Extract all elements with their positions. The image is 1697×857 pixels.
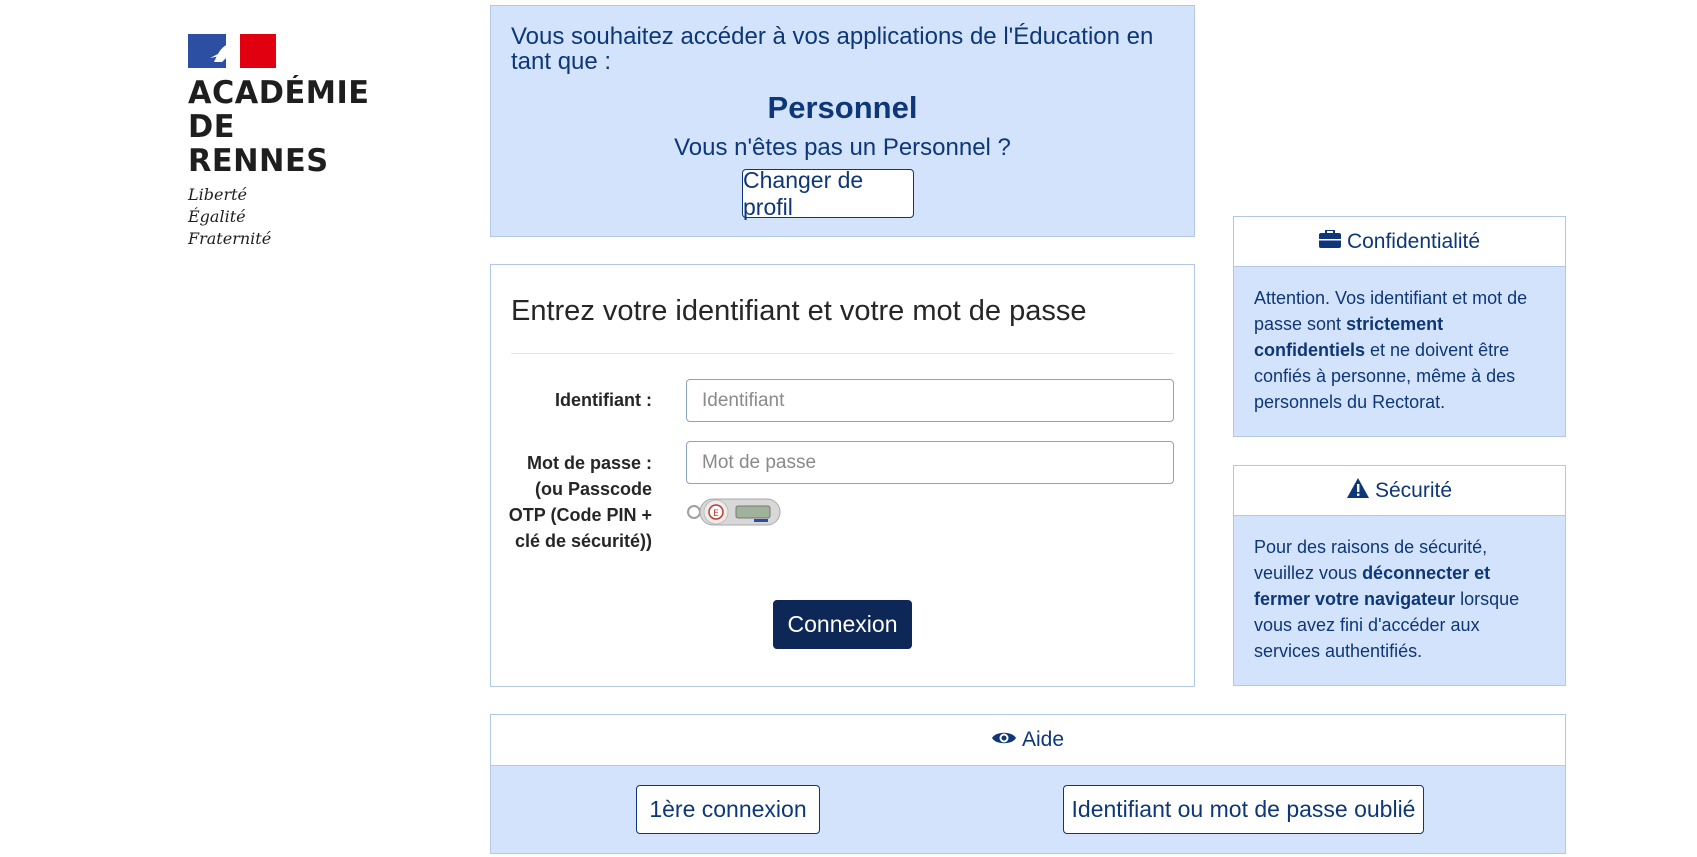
help-panel	[490, 714, 1566, 854]
login-title: Entrez votre identifiant et votre mot de passe	[511, 295, 1087, 327]
security-header	[1234, 466, 1565, 516]
password-label: Mot de passe : (ou Passcode OTP (Code PIN + clé de sécurité))	[508, 453, 652, 551]
logo-line-1: ACADÉMIE	[188, 75, 370, 111]
eye-icon	[992, 728, 1016, 752]
divider	[511, 353, 1174, 354]
identifier-input[interactable]	[686, 379, 1174, 422]
confidentiality-header	[1234, 217, 1565, 267]
profile-intro: Vous souhaitez accéder à vos applications de l'Éducation en tant que :	[511, 23, 1154, 75]
logo-line-2: DE RENNES	[188, 109, 329, 179]
profile-box	[490, 5, 1195, 237]
login-button[interactable]: Connexion	[773, 600, 912, 649]
confidentiality-text: Attention. Vos identifiant et mot de passe sont strictement confidentiels et ne doivent être confiés à personne, même à des personnels du Rectorat.	[1254, 288, 1528, 412]
motto-liberte: Liberté	[188, 185, 247, 204]
identifier-label: Identifiant :	[555, 390, 652, 410]
security-text: Pour des raisons de sécurité, veuillez vous déconnecter et fermer votre navigateur lorsque vous avez fini d'accéder aux services authentifiés.	[1254, 537, 1520, 661]
svg-text:E: E	[713, 509, 719, 519]
marianne-flag-icon	[188, 34, 276, 68]
logo-motto	[188, 184, 388, 250]
help-header	[491, 715, 1565, 766]
password-input[interactable]	[686, 441, 1174, 484]
forgot-credentials-button[interactable]: Identifiant ou mot de passe oublié	[1063, 785, 1424, 834]
academie-logo	[188, 34, 388, 250]
motto-fraternite: Fraternité	[188, 229, 272, 248]
security-panel	[1233, 465, 1566, 686]
warning-icon	[1347, 478, 1369, 504]
login-form	[490, 264, 1195, 687]
otp-token-icon	[686, 495, 782, 534]
change-profile-button[interactable]: Changer de profil	[742, 169, 914, 218]
help-title: Aide	[1021, 728, 1065, 751]
briefcase-icon	[1319, 230, 1341, 254]
profile-role: Personnel	[767, 90, 918, 125]
security-title: Sécurité	[1374, 478, 1453, 502]
motto-egalite: Égalité	[188, 207, 246, 226]
confidentiality-title: Confidentialité	[1346, 229, 1481, 253]
confidentiality-panel	[1233, 216, 1566, 437]
profile-not-role: Vous n'êtes pas un Personnel ?	[674, 134, 1011, 161]
first-login-button[interactable]: 1ère connexion	[636, 785, 820, 834]
